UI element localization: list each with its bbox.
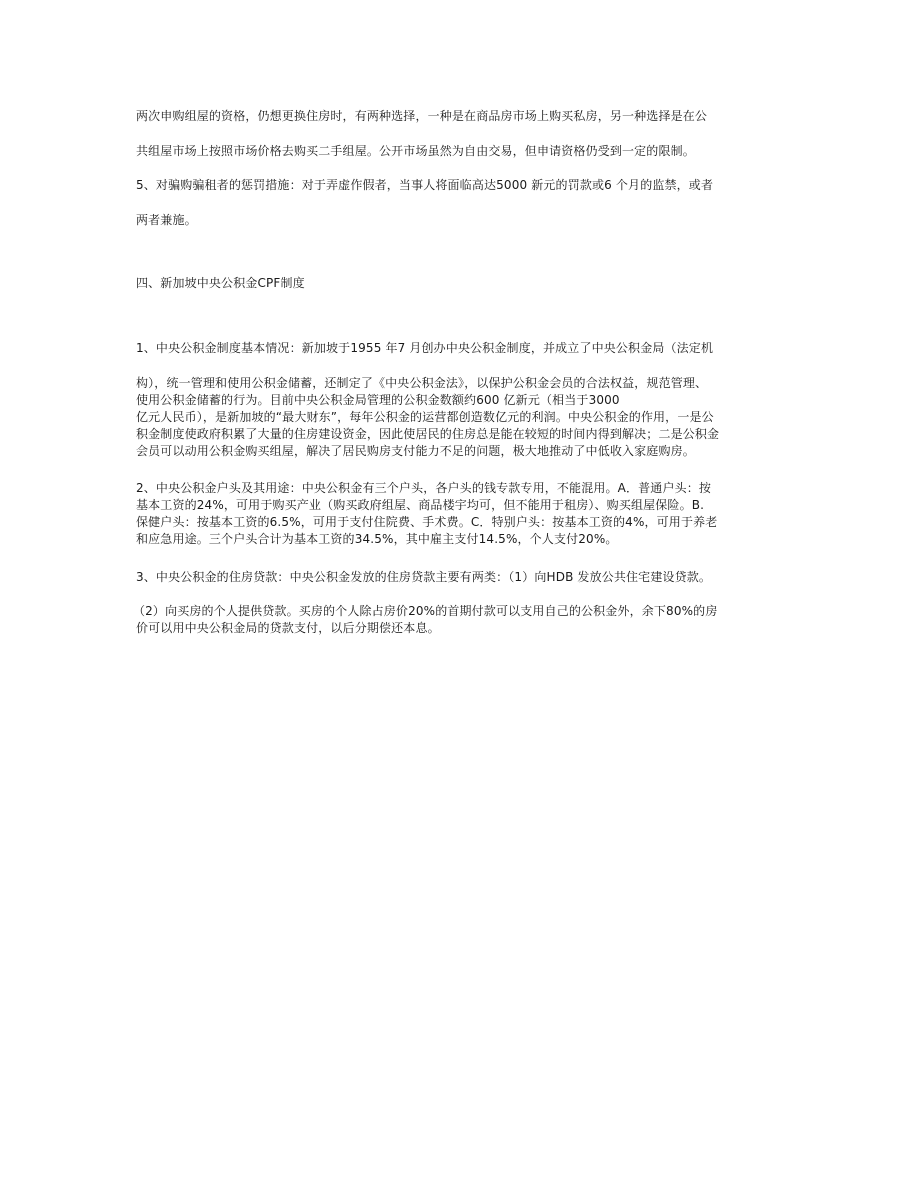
item3-line-1: 3、中央公积金的住房贷款：中央公积金发放的住房贷款主要有两类：（1）向HDB 发放公共住宅建设贷款。	[136, 570, 712, 584]
item2-line-1: 2、中央公积金户头及其用途：中央公积金有三个户头，各户头的钱专款专用，不能混用。A．普通户头：按	[136, 481, 712, 495]
item3-line-3: 价可以用中央公积金局的贷款支付，以后分期偿还本息。	[136, 621, 440, 635]
section-heading: 四、新加坡中央公积金CPF制度	[136, 276, 305, 290]
item1-line-3: 使用公积金储蓄的行为。目前中央公积金局管理的公积金数额约600 亿新元（相当于3000	[136, 393, 620, 407]
item2-line-3: 保健户头：按基本工资的6.5%，可用于支付住院费、手术费。C．特别户头：按基本工资的4%，可用于养老	[136, 515, 718, 529]
penalty-line-1: 5、对骗购骗租者的惩罚措施：对于弄虚作假者，当事人将面临高达5000 新元的罚款或6 个月的监禁，或者	[136, 178, 714, 192]
item1-line-1: 1、中央公积金制度基本情况：新加坡于1955 年7 月创办中央公积金制度，并成立了中央公积金局（法定机	[136, 341, 714, 355]
item1-line-6: 会员可以动用公积金购买组屋，解决了居民购房支付能力不足的问题，极大地推动了中低收入家庭购房。	[136, 444, 695, 458]
penalty-line-2: 两者兼施。	[136, 213, 197, 227]
intro-line-1: 两次申购组屋的资格，仍想更换住房时，有两种选择，一种是在商品房市场上购买私房，另一种选择是在公	[136, 109, 708, 123]
intro-line-2: 共组屋市场上按照市场价格去购买二手组屋。公开市场虽然为自由交易，但申请资格仍受到一定的限制。	[136, 144, 695, 158]
item1-line-2: 构），统一管理和使用公积金储蓄，还制定了《中央公积金法》，以保护公积金会员的合法权益，规范管理、	[136, 376, 708, 390]
item1-line-5: 积金制度使政府积累了大量的住房建设资金，因此使居民的住房总是能在较短的时间内得到解决；二是公积金	[136, 427, 720, 441]
item2-line-4: 和应急用途。三个户头合计为基本工资的34.5%，其中雇主支付14.5%，个人支付20%。	[136, 532, 618, 546]
item1-line-4: 亿元人民币），是新加坡的“最大财东”，每年公积金的运营都创造数亿元的利润。中央公积金的作用，一是公	[136, 410, 714, 424]
item2-line-2: 基本工资的24%，可用于购买产业（购买政府组屋、商品楼宇均可，但不能用于租房）、购买组屋保险。B.	[136, 498, 705, 512]
item3-line-2: （2）向买房的个人提供贷款。买房的个人除占房价20%的首期付款可以支用自己的公积金外，余下80%的房	[133, 604, 718, 618]
